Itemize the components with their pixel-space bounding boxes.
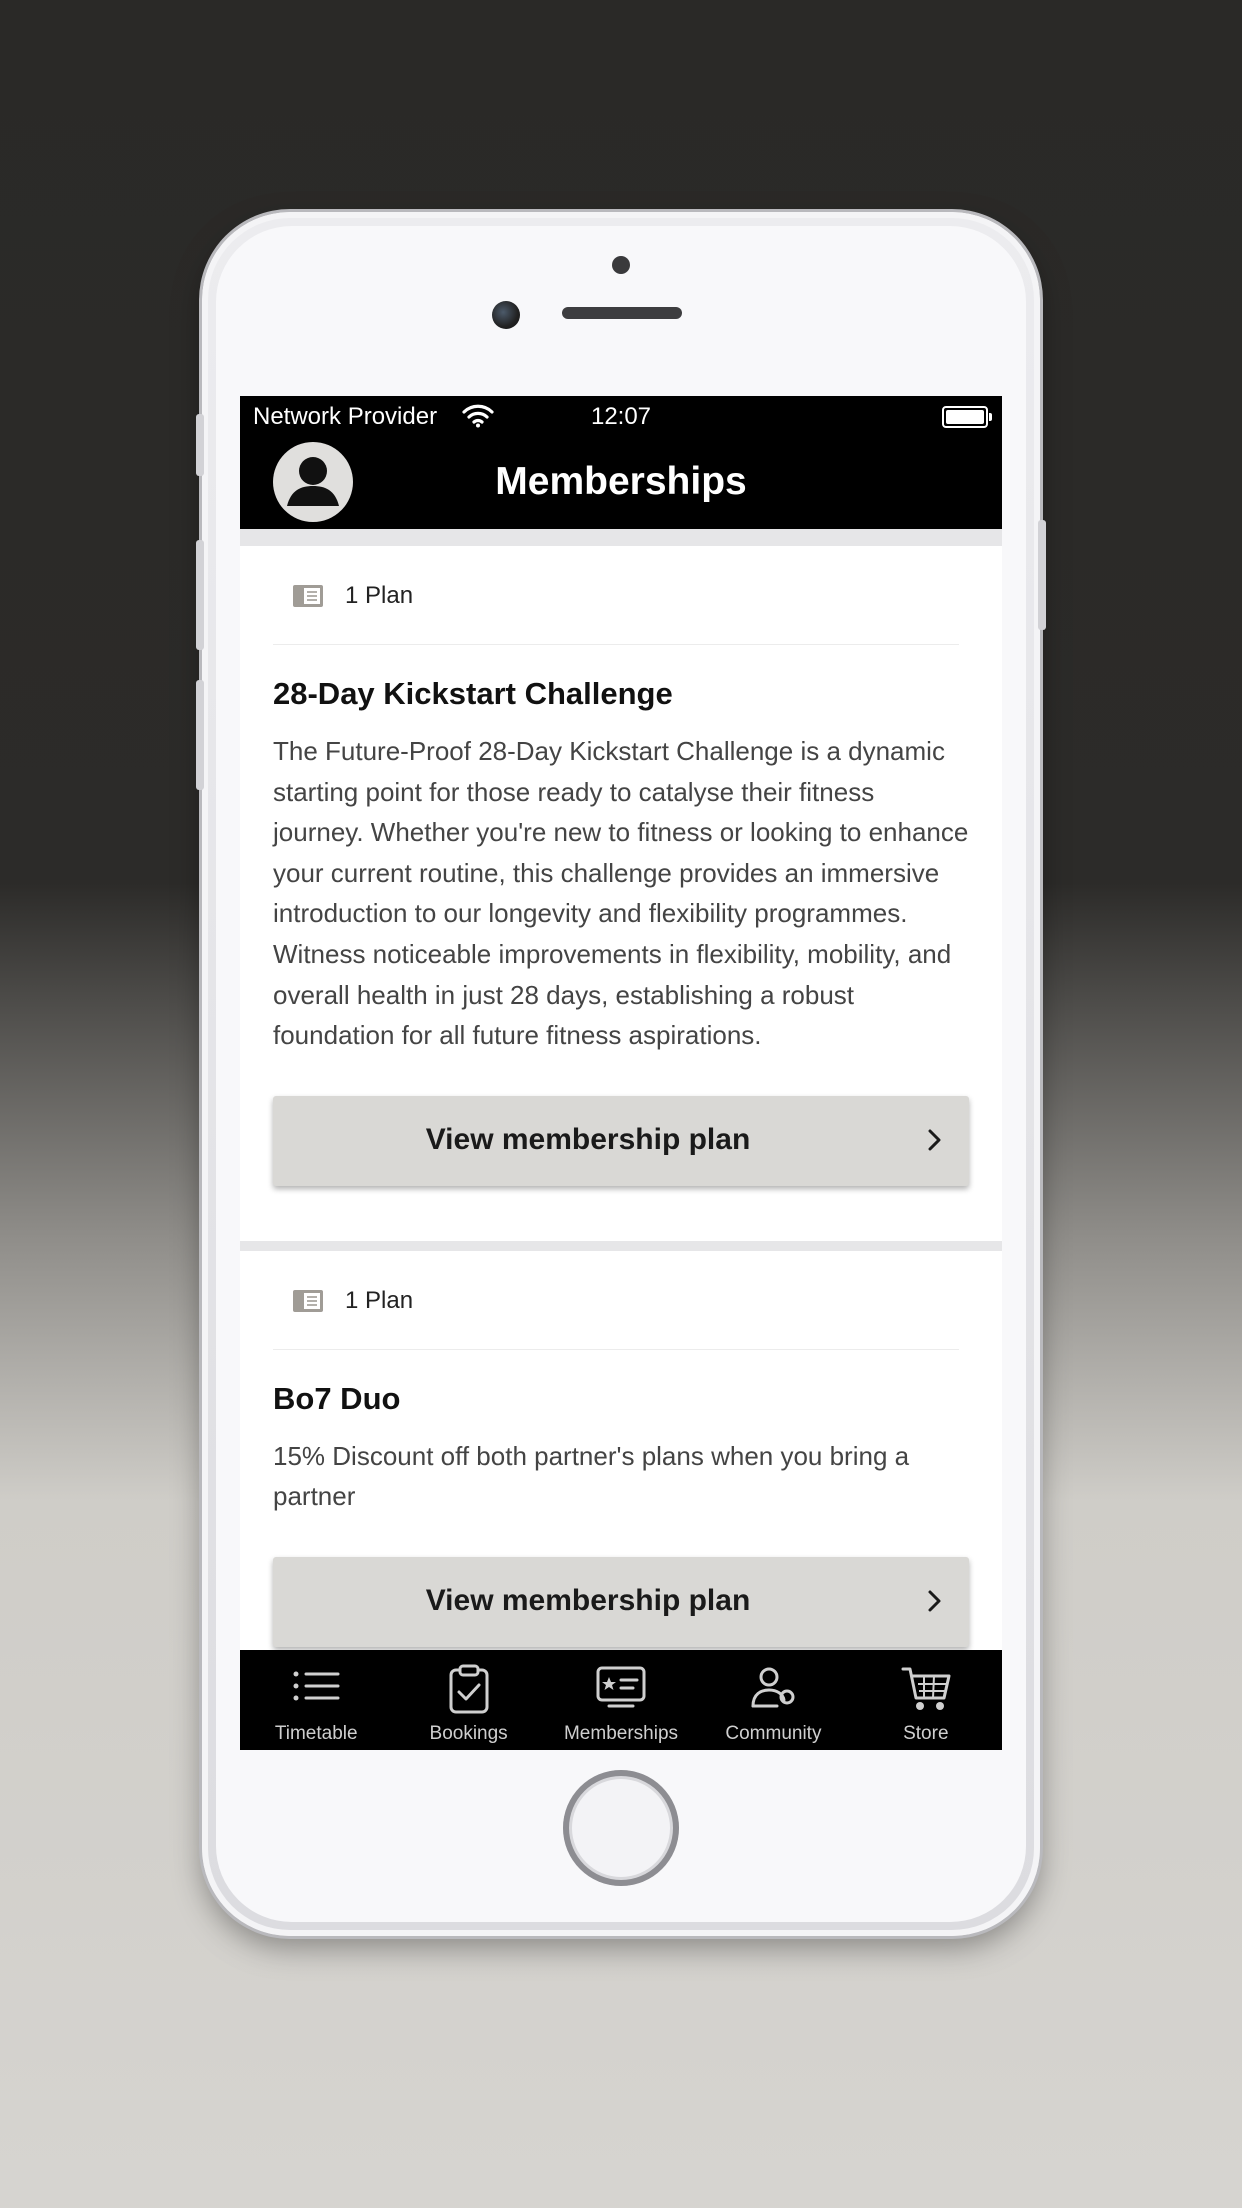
carrier-label: Network Provider	[253, 403, 438, 430]
volume-up-button	[196, 540, 204, 650]
app-screen	[240, 396, 1002, 1750]
view-membership-plan-button[interactable]	[273, 1096, 969, 1186]
view-membership-plan-label: View membership plan	[425, 1122, 751, 1156]
mute-switch	[196, 414, 204, 476]
tab-bar	[240, 1650, 1002, 1750]
chevron-right-icon	[927, 1128, 943, 1157]
plan-count-row	[273, 546, 959, 645]
tab-label: Store	[903, 1723, 949, 1744]
view-membership-plan-label: View membership plan	[425, 1583, 751, 1617]
header	[240, 436, 1002, 529]
cart-icon	[900, 1664, 952, 1719]
timetable-icon	[290, 1664, 342, 1715]
community-icon	[747, 1664, 799, 1715]
plan-count: 1 Plan	[345, 1286, 414, 1314]
page-title: Memberships	[495, 460, 747, 503]
memberships-list	[240, 546, 1002, 1707]
home-button[interactable]	[563, 1770, 679, 1886]
membership-description: The Future-Proof 28-Day Kickstart Challenge is a dynamic starting point for those ready to catalyse their fitness journey. Whether you're new to fitness or looking to enhance your current routine, this challenge provides an immersive introduction to our longevity and flexibility programmes. Witness noticeable improvements in flexibility, mobility, and overall health in just 28 days, establishing a robust foundation for all future fitness aspirations.	[273, 736, 969, 1051]
membership-title: Bo7 Duo	[273, 1380, 401, 1416]
membership-card	[240, 1251, 1002, 1707]
proximity-sensor	[612, 256, 630, 274]
membership-description: 15% Discount off both partner's plans when you bring a partner	[273, 1440, 910, 1512]
tab-label: Memberships	[563, 1723, 679, 1744]
tab-bookings[interactable]	[392, 1650, 544, 1750]
status-bar	[240, 396, 1002, 436]
chevron-right-icon	[927, 1589, 943, 1618]
volume-down-button	[196, 680, 204, 790]
tab-timetable[interactable]	[240, 1650, 392, 1750]
power-button	[1038, 520, 1046, 630]
clipboard-check-icon	[446, 1664, 492, 1719]
tab-label: Timetable	[274, 1723, 358, 1744]
membership-title: 28-Day Kickstart Challenge	[273, 676, 673, 711]
front-camera	[492, 301, 520, 329]
membership-card	[240, 546, 1002, 1241]
tab-label: Bookings	[429, 1723, 508, 1744]
plan-book-icon	[292, 1289, 324, 1318]
tab-memberships[interactable]	[545, 1650, 697, 1750]
view-membership-plan-button[interactable]	[273, 1557, 969, 1647]
tab-store[interactable]	[850, 1650, 1002, 1750]
earpiece-speaker	[562, 307, 682, 319]
plan-book-icon	[292, 584, 324, 613]
plan-count: 1 Plan	[345, 582, 414, 609]
status-time: 12:07	[590, 403, 652, 430]
battery-icon	[942, 406, 988, 428]
tab-community[interactable]	[697, 1650, 849, 1750]
plan-count-row	[273, 1251, 959, 1350]
tab-label: Community	[725, 1723, 822, 1744]
membership-card-icon	[595, 1664, 647, 1715]
